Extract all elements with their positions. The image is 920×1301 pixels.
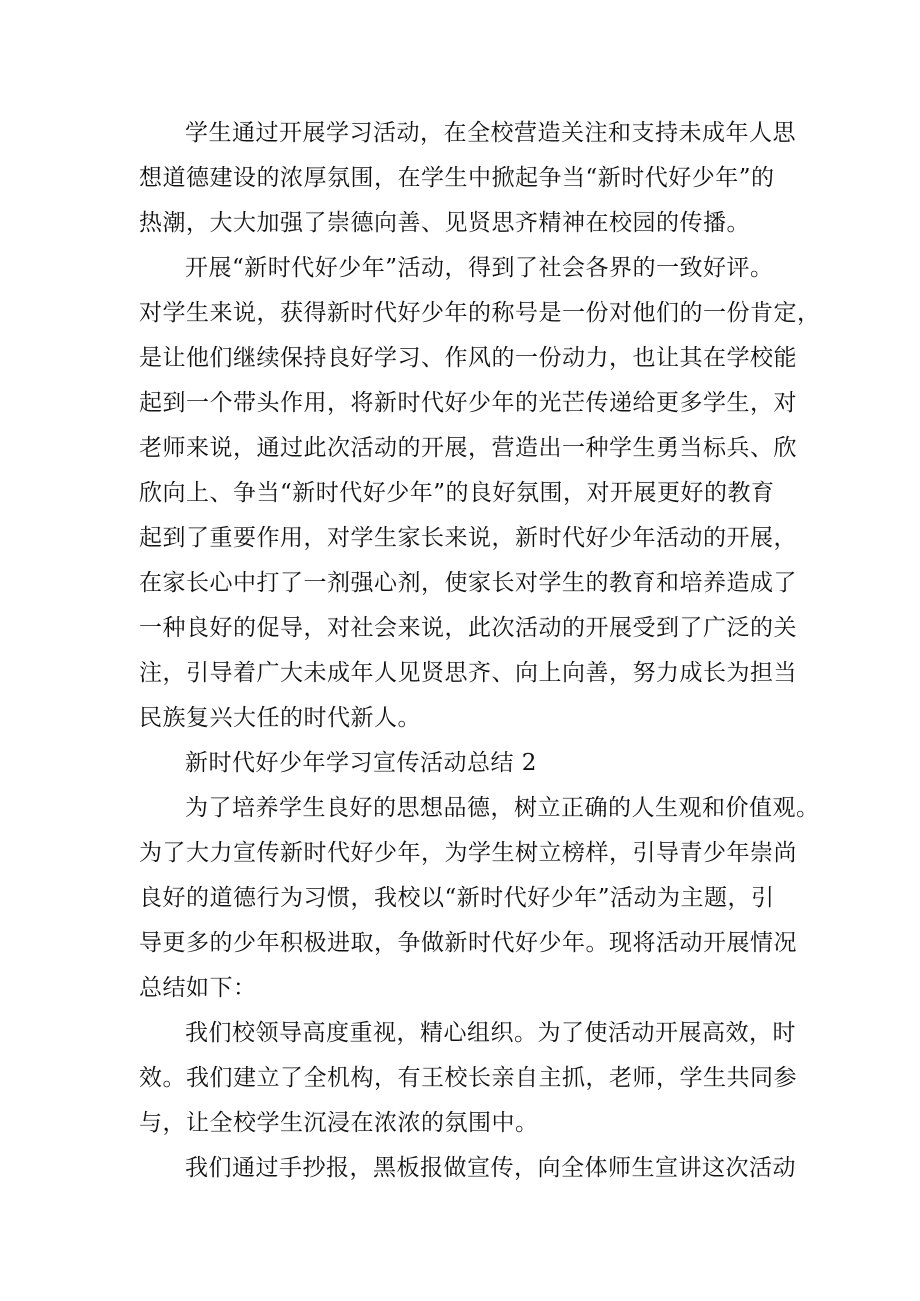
paragraph-2-line-5: 老师来说，通过此次活动的开展，营造出一种学生勇当标兵、欣 bbox=[139, 435, 797, 461]
paragraph-1-line-1: 学生通过开展学习活动，在全校营造关注和支持未成年人思 bbox=[185, 120, 796, 146]
section-heading: 新时代好少年学习宣传活动总结 2 bbox=[185, 750, 537, 776]
paragraph-2-line-8: 在家长心中打了一剂强心剂，使家长对学生的教育和培养造成了 bbox=[139, 570, 797, 596]
paragraph-4-line-3: 与，让全校学生沉浸在浓浓的氛围中。 bbox=[139, 1110, 539, 1136]
paragraph-2-line-7: 起到了重要作用，对学生家长来说，新时代好少年活动的开展， bbox=[139, 525, 797, 551]
paragraph-2-line-2: 对学生来说，获得新时代好少年的称号是一份对他们的一份肯定， bbox=[139, 300, 821, 326]
paragraph-5-line-1: 我们通过手抄报，黑板报做宣传，向全体师生宣讲这次活动 bbox=[185, 1155, 796, 1181]
paragraph-3-line-2: 为了大力宣传新时代好少年，为学生树立榜样，引导青少年崇尚 bbox=[139, 840, 797, 866]
paragraph-1-line-2: 想道德建设的浓厚氛围，在学生中掀起争当“新时代好少年”的 bbox=[139, 165, 775, 191]
paragraph-2-line-3: 是让他们继续保持良好学习、作风的一份动力，也让其在学校能 bbox=[139, 345, 797, 371]
paragraph-2-line-6: 欣向上、争当“新时代好少年”的良好氛围，对开展更好的教育 bbox=[139, 480, 775, 506]
paragraph-2-line-9: 一种良好的促导，对社会来说，此次活动的开展受到了广泛的关 bbox=[139, 615, 797, 641]
paragraph-2-line-4: 起到一个带头作用，将新时代好少年的光芒传递给更多学生，对 bbox=[139, 390, 797, 416]
paragraph-4-line-1: 我们校领导高度重视，精心组织。为了使活动开展高效，时 bbox=[185, 1020, 796, 1046]
paragraph-2-line-1: 开展“新时代好少年”活动，得到了社会各界的一致好评。 bbox=[185, 255, 774, 281]
paragraph-4-line-2: 效。我们建立了全机构，有王校长亲自主抓，老师，学生共同参 bbox=[139, 1065, 797, 1091]
paragraph-3-line-5: 总结如下： bbox=[139, 975, 257, 1001]
paragraph-3-line-3: 良好的道德行为习惯，我校以“新时代好少年”活动为主题，引 bbox=[139, 885, 775, 911]
paragraph-2-line-11: 民族复兴大任的时代新人。 bbox=[139, 705, 421, 731]
paragraph-2-line-10: 注，引导着广大未成年人见贤思齐、向上向善，努力成长为担当 bbox=[139, 660, 797, 686]
paragraph-1-line-3: 热潮，大大加强了崇德向善、见贤思齐精神在校园的传播。 bbox=[139, 210, 750, 236]
paragraph-3-line-4: 导更多的少年积极进取，争做新时代好少年。现将活动开展情况 bbox=[139, 930, 797, 956]
paragraph-3-line-1: 为了培养学生良好的思想品德，树立正确的人生观和价值观。 bbox=[185, 795, 820, 821]
